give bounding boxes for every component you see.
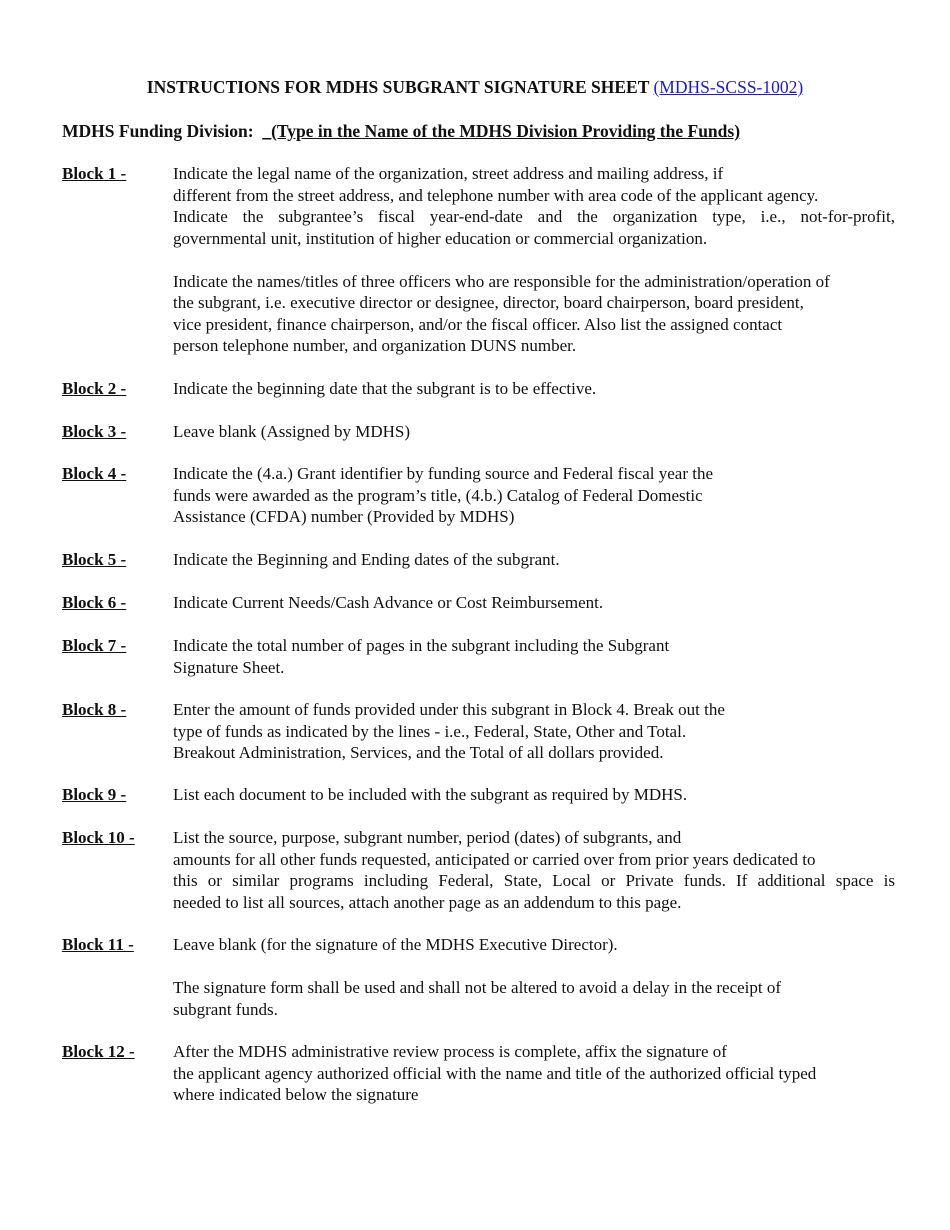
text-line: Assistance (CFDA) number (Provided by MDHS) (173, 507, 515, 526)
text-line: subgrant funds. (173, 999, 278, 1019)
text-line: this or similar programs including Federal, State, Local or Private funds. If additional space is (173, 871, 895, 890)
text-line: Indicate the (4.a.) Grant identifier by funding source and Federal fiscal year the (173, 464, 713, 483)
text-line: where indicated below the signature (173, 1085, 419, 1104)
form-number-link[interactable]: (MDHS-SCSS-1002) (653, 77, 804, 97)
text-line: Indicate the names/titles of three officers who are responsible for the administration/operation of (173, 271, 830, 291)
block-label: Block 10 - (62, 828, 135, 847)
page-title (0, 77, 950, 99)
text-line: needed to list all sources, attach another page as an addendum to this page. (173, 892, 682, 912)
title-text: INSTRUCTIONS FOR MDHS SUBGRANT SIGNATURE SHEET (146, 77, 650, 97)
text-line: governmental unit, institution of higher education or commercial organization. (173, 228, 708, 248)
block-label: Block 3 - (62, 422, 127, 441)
block-label: Block 1 - (62, 164, 127, 183)
block-text (173, 378, 895, 400)
funding-division-label: MDHS Funding Division: (62, 121, 254, 141)
block-text (173, 592, 895, 614)
text-line: After the MDHS administrative review process is complete, affix the signature of (173, 1042, 727, 1061)
text-line: the applicant agency authorized official with the name and title of the authorized official typed (173, 1063, 817, 1083)
text-line: Indicate the total number of pages in the subgrant including the Subgrant (173, 636, 670, 655)
block-text (173, 421, 895, 443)
funding-division-value: _(Type in the Name of the MDHS Division Providing the Funds) (262, 121, 741, 141)
text-line: Leave blank (for the signature of the MDHS Executive Director). (173, 935, 618, 954)
block-label: Block 4 - (62, 464, 127, 483)
text-line: Leave blank (Assigned by MDHS) (173, 422, 411, 441)
block-text (173, 163, 895, 357)
block-label: Block 8 - (62, 700, 127, 719)
text-line: Signature Sheet. (173, 657, 285, 677)
text-line: List each document to be included with the subgrant as required by MDHS. (173, 785, 688, 804)
block-label: Block 5 - (62, 550, 127, 569)
block-text (173, 463, 895, 528)
block-text (173, 934, 895, 1020)
text-line: Indicate the beginning date that the subgrant is to be effective. (173, 379, 597, 398)
block-label: Block 9 - (62, 785, 127, 804)
text-line: Indicate the legal name of the organization, street address and mailing address, if (173, 164, 724, 183)
block-text (173, 635, 895, 678)
block-text (173, 827, 895, 913)
text-line: Breakout Administration, Services, and the Total of all dollars provided. (173, 743, 664, 762)
funding-division (62, 121, 740, 143)
block-label: Block 2 - (62, 379, 127, 398)
text-line: Indicate the subgrantee’s fiscal year-end-date and the organization type, i.e., not-for-profit, (173, 207, 895, 226)
text-line: vice president, finance chairperson, and/or the fiscal officer. Also list the assigned contact (173, 314, 783, 334)
text-line: List the source, purpose, subgrant number, period (dates) of subgrants, and (173, 828, 682, 847)
text-line: The signature form shall be used and shall not be altered to avoid a delay in the receipt of (173, 978, 782, 997)
text-line: funds were awarded as the program’s title, (4.b.) Catalog of Federal Domestic (173, 485, 703, 505)
block-text (173, 784, 895, 806)
block-text (173, 1041, 895, 1106)
text-line: Indicate Current Needs/Cash Advance or Cost Reimbursement. (173, 593, 604, 612)
text-line: the subgrant, i.e. executive director or designee, director, board chairperson, board president, (173, 293, 804, 312)
block-label: Block 11 - (62, 935, 134, 954)
block-label: Block 6 - (62, 593, 127, 612)
block-label: Block 7 - (62, 636, 127, 655)
text-line: type of funds as indicated by the lines - i.e., Federal, State, Other and Total. (173, 721, 687, 741)
block-label: Block 12 - (62, 1042, 135, 1061)
text-line: Indicate the Beginning and Ending dates of the subgrant. (173, 550, 560, 569)
block-text (173, 699, 895, 764)
text-line: amounts for all other funds requested, anticipated or carried over from prior years dedicated to (173, 849, 816, 869)
text-line: Enter the amount of funds provided under this subgrant in Block 4. Break out the (173, 700, 725, 719)
text-line: different from the street address, and telephone number with area code of the applicant agency. (173, 185, 819, 205)
block-text (173, 549, 895, 571)
text-line: person telephone number, and organization DUNS number. (173, 336, 577, 355)
